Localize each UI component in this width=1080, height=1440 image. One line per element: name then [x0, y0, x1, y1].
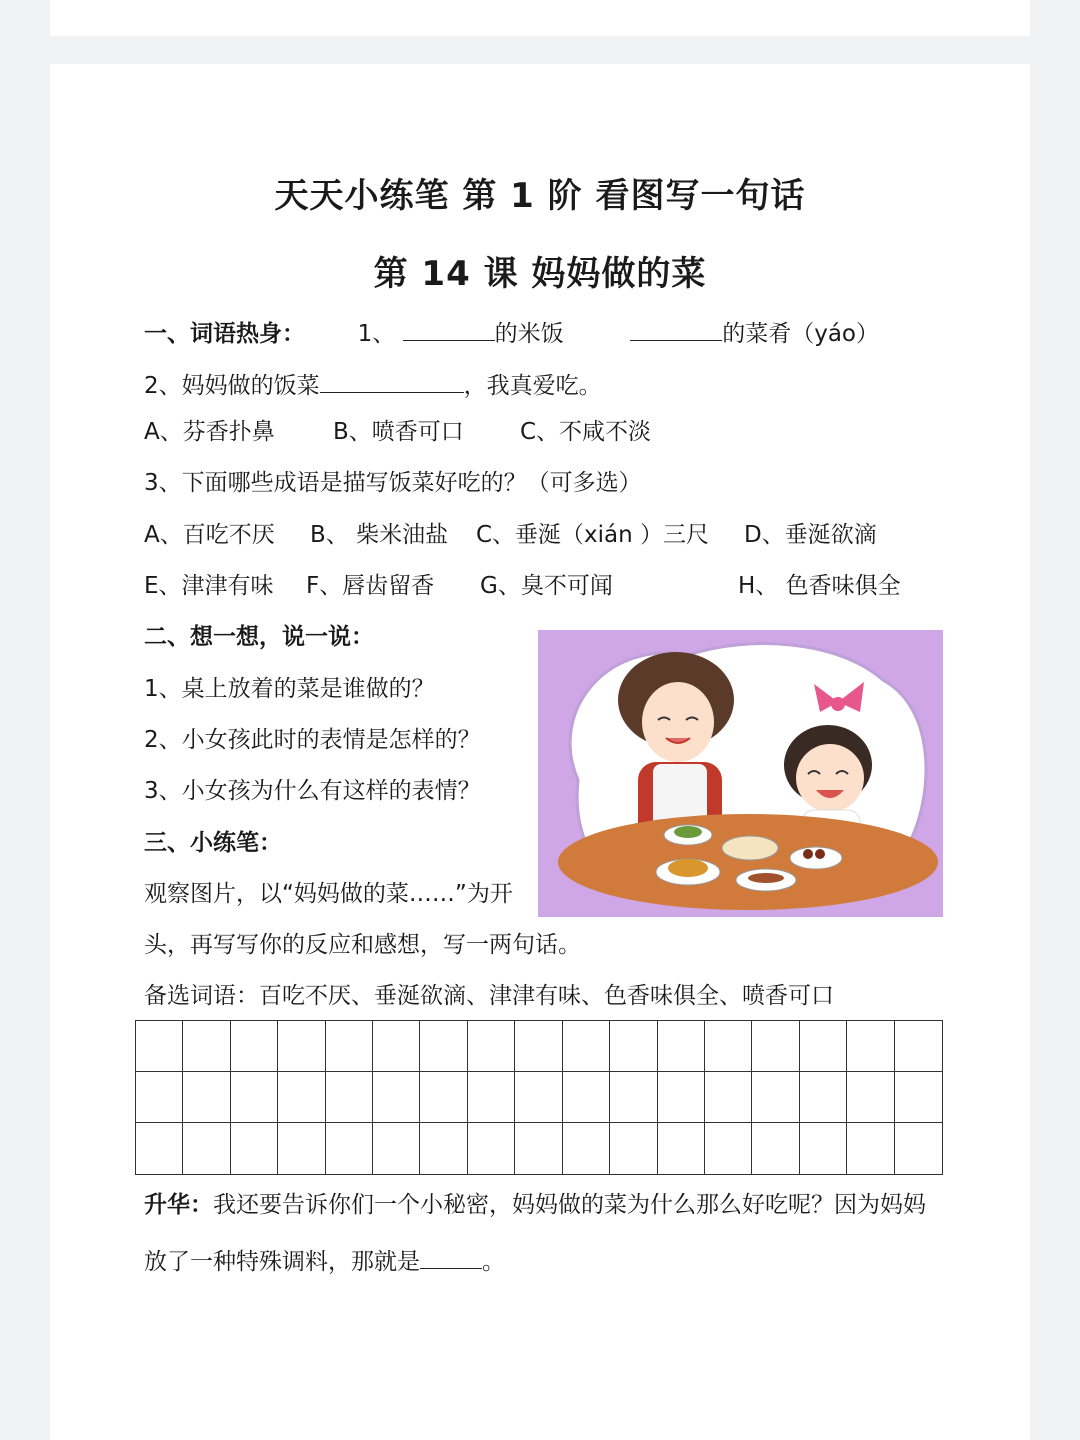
- grid-cell[interactable]: [847, 1072, 894, 1123]
- grid-cell[interactable]: [326, 1123, 373, 1174]
- q3-option-h: H、 色香味俱全: [738, 573, 901, 599]
- grid-cell[interactable]: [183, 1072, 230, 1123]
- grid-cell[interactable]: [231, 1072, 278, 1123]
- section1-row1: [144, 318, 879, 346]
- q2-option-a: A、芬香扑鼻: [144, 419, 275, 445]
- grid-cell[interactable]: [658, 1123, 705, 1174]
- section3-heading: 三、小练笔：: [144, 830, 282, 856]
- grid-cell[interactable]: [610, 1021, 657, 1072]
- q3-option-c: C、垂涎（xián ）三尺: [476, 522, 710, 548]
- grid-cell[interactable]: [563, 1072, 610, 1123]
- previous-page-edge: [50, 0, 1030, 36]
- grid-cell[interactable]: [278, 1123, 325, 1174]
- section2-question-3: 3、小女孩为什么有这样的表情？: [144, 778, 481, 804]
- grid-cell[interactable]: [752, 1072, 799, 1123]
- grid-cell[interactable]: [515, 1123, 562, 1174]
- section2-question-1: 1、桌上放着的菜是谁做的？: [144, 676, 435, 702]
- grid-cell[interactable]: [847, 1123, 894, 1174]
- grid-cell[interactable]: [752, 1123, 799, 1174]
- grid-cell[interactable]: [895, 1072, 942, 1123]
- grid-cell[interactable]: [373, 1021, 420, 1072]
- grid-cell[interactable]: [705, 1072, 752, 1123]
- grid-cell[interactable]: [183, 1021, 230, 1072]
- q3-question: 3、下面哪些成语是描写饭菜好吃的？（可多选）: [144, 470, 642, 496]
- grid-cell[interactable]: [373, 1072, 420, 1123]
- word-bank: 备选词语：百吃不厌、垂涎欲滴、津津有味、色香味俱全、喷香可口: [144, 983, 834, 1009]
- q3-option-d: D、垂涎欲滴: [744, 522, 877, 548]
- grid-cell[interactable]: [563, 1123, 610, 1174]
- grid-cell[interactable]: [800, 1021, 847, 1072]
- grid-cell[interactable]: [468, 1021, 515, 1072]
- q1-blank-2[interactable]: [630, 318, 722, 341]
- grid-cell[interactable]: [278, 1021, 325, 1072]
- grid-cell[interactable]: [420, 1123, 467, 1174]
- q2-suffix: ，我真爱吃。: [463, 373, 602, 399]
- q3-option-b: B、 柴米油盐: [310, 522, 449, 548]
- extension-text-1: 我还要告诉你们一个小秘密，妈妈做的菜为什么那么好吃呢？因为妈妈: [213, 1192, 926, 1218]
- grid-cell[interactable]: [610, 1072, 657, 1123]
- extension-blank[interactable]: [420, 1246, 482, 1269]
- grid-cell[interactable]: [800, 1123, 847, 1174]
- section1-heading: 一、词语热身：: [144, 321, 305, 347]
- grid-cell[interactable]: [895, 1123, 942, 1174]
- extension-line-1: [144, 1194, 926, 1217]
- grid-cell[interactable]: [136, 1123, 183, 1174]
- q2-row: [144, 370, 602, 398]
- mother-daughter-meal-illustration: [538, 630, 943, 917]
- extension-end: 。: [482, 1249, 505, 1275]
- q3-option-a: A、百吃不厌: [144, 522, 275, 548]
- grid-cell[interactable]: [515, 1021, 562, 1072]
- q3-option-g: G、臭不可闻: [480, 573, 613, 599]
- worksheet-title: 天天小练笔 第 1 阶 看图写一句话: [274, 176, 806, 216]
- grid-cell[interactable]: [658, 1072, 705, 1123]
- section3-instruction-2: 头，再写写你的反应和感想，写一两句话。: [144, 932, 581, 958]
- grid-cell[interactable]: [373, 1123, 420, 1174]
- section3-instruction-1: 观察图片，以“妈妈做的菜……”为开: [144, 881, 513, 907]
- q2-option-c: C、不咸不淡: [520, 419, 652, 445]
- grid-cell[interactable]: [420, 1021, 467, 1072]
- grid-cell[interactable]: [800, 1072, 847, 1123]
- q2-prefix: 2、妈妈做的饭菜: [144, 373, 320, 399]
- q2-option-b: B、喷香可口: [333, 419, 464, 445]
- q1-blank-1[interactable]: [403, 318, 495, 341]
- grid-cell[interactable]: [847, 1021, 894, 1072]
- grid-cell[interactable]: [468, 1123, 515, 1174]
- grid-cell[interactable]: [895, 1021, 942, 1072]
- section2-question-2: 2、小女孩此时的表情是怎样的？: [144, 727, 481, 753]
- grid-cell[interactable]: [231, 1123, 278, 1174]
- q1-number: 1、: [357, 321, 396, 347]
- q2-blank[interactable]: [320, 370, 464, 393]
- grid-cell[interactable]: [136, 1021, 183, 1072]
- grid-cell[interactable]: [231, 1021, 278, 1072]
- grid-cell[interactable]: [326, 1072, 373, 1123]
- section2-heading: 二、想一想，说一说：: [144, 624, 374, 650]
- worksheet-page: [50, 64, 1030, 1440]
- grid-cell[interactable]: [420, 1072, 467, 1123]
- grid-cell[interactable]: [278, 1072, 325, 1123]
- q3-option-e: E、津津有味: [144, 573, 274, 599]
- grid-cell[interactable]: [752, 1021, 799, 1072]
- q1-part1: 的米饭: [494, 321, 564, 347]
- grid-cell[interactable]: [468, 1072, 515, 1123]
- grid-cell[interactable]: [136, 1072, 183, 1123]
- q3-option-f: F、唇齿留香: [306, 573, 435, 599]
- grid-cell[interactable]: [183, 1123, 230, 1174]
- grid-cell[interactable]: [658, 1021, 705, 1072]
- writing-grid[interactable]: [135, 1020, 943, 1175]
- grid-cell[interactable]: [515, 1072, 562, 1123]
- grid-cell[interactable]: [563, 1021, 610, 1072]
- lesson-title: 第 14 课 妈妈做的菜: [373, 254, 707, 294]
- grid-cell[interactable]: [326, 1021, 373, 1072]
- extension-line-2: [144, 1246, 505, 1274]
- extension-text-2: 放了一种特殊调料，那就是: [144, 1249, 420, 1275]
- grid-cell[interactable]: [610, 1123, 657, 1174]
- grid-cell[interactable]: [705, 1021, 752, 1072]
- q1-part2: 的菜肴（yáo）: [722, 321, 879, 347]
- extension-label: 升华：: [144, 1192, 213, 1218]
- grid-cell[interactable]: [705, 1123, 752, 1174]
